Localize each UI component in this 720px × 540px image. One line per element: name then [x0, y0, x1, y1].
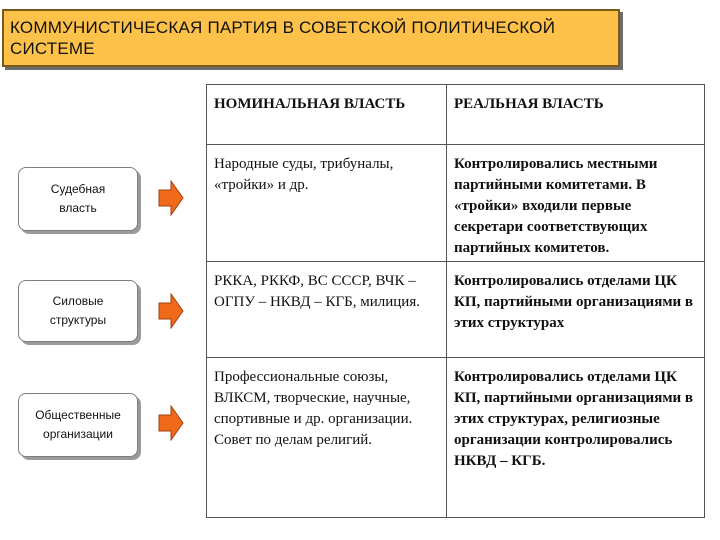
cell-nominal: Народные суды, трибуналы, «тройки» и др. [207, 145, 447, 262]
label-force-structures [18, 280, 138, 342]
label-force-text: Силовые структуры [49, 294, 107, 327]
table-header-row [207, 85, 705, 145]
label-court-text: Судебная власть [50, 182, 106, 215]
cell-real: Контролировались местными партийными комитетами. В «тройки» входили первые секретари соответствующих партийных комитетов. [447, 145, 705, 262]
header-nominal-power: НОМИНАЛЬНАЯ ВЛАСТЬ [207, 85, 447, 145]
label-public-text: Общественные организации [35, 408, 121, 441]
label-public-organizations [18, 393, 138, 457]
page-title: КОММУНИСТИЧЕСКАЯ ПАРТИЯ В СОВЕТСКОЙ ПОЛИТИЧЕСКОЙ СИСТЕМЕ [2, 9, 620, 67]
table-row [207, 358, 705, 518]
arrow-right-icon [158, 180, 184, 216]
arrow-right-icon [158, 405, 184, 441]
cell-real: Контролировались отделами ЦК КП, партийными организациями в этих структурах [447, 262, 705, 358]
arrow-right-icon [158, 293, 184, 329]
cell-real: Контролировались отделами ЦК КП, партийными организациями в этих структурах, религиозные организации контролировались НКВД – КГБ. [447, 358, 705, 518]
table-row [207, 145, 705, 262]
header-real-power: РЕАЛЬНАЯ ВЛАСТЬ [447, 85, 705, 145]
cell-nominal: Профессиональные союзы, ВЛКСМ, творческие, научные, спортивные и др. организации. Совет по делам религий. [207, 358, 447, 518]
label-court-power [18, 167, 138, 231]
cell-nominal: РККА, РККФ, ВС СССР, ВЧК – ОГПУ – НКВД – КГБ, милиция. [207, 262, 447, 358]
power-table [206, 84, 705, 518]
table-row [207, 262, 705, 358]
